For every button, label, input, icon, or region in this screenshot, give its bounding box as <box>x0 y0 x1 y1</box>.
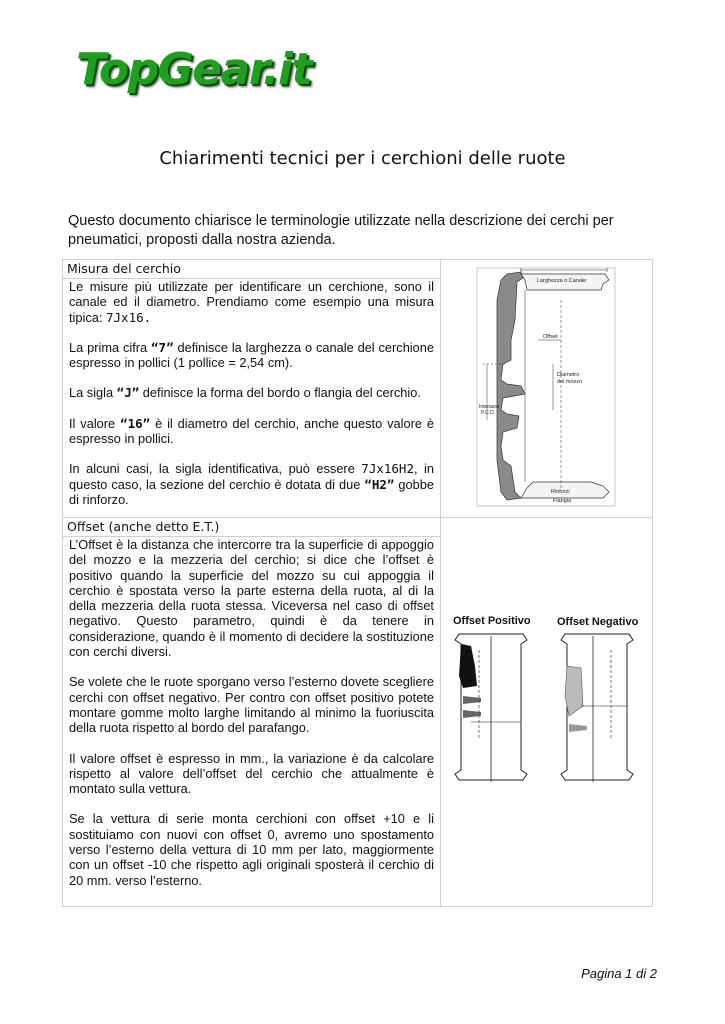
rim-diagram-cell <box>441 260 653 518</box>
paragraph: Il valore “16” è il diametro del cerchio, anche questo valore è espresso in pollici. <box>69 415 434 447</box>
section-offset <box>63 518 441 907</box>
label-bumps: Rinforzi <box>551 489 570 495</box>
document-title: Chiarimenti tecnici per i cerchioni delle ruote <box>159 148 566 169</box>
paragraph: La sigla “J” definisce la forma del bordo o flangia del cerchio. <box>69 385 421 401</box>
section-heading: Offset (anche detto E.T.) <box>63 518 440 537</box>
offset-comparison-diagram <box>441 606 652 906</box>
label-flange: Flangia <box>553 498 572 504</box>
label-pcd-1: Interasse <box>479 404 500 410</box>
section-rim-size <box>63 260 441 518</box>
table-row <box>63 518 653 907</box>
section-heading: Misura del cerchio <box>63 260 440 279</box>
page-number: Pagina 1 di 2 <box>581 966 657 981</box>
paragraph: Se la vettura di serie monta cerchioni con offset +10 e li sostituiamo con nuovi con offset 0, avremo uno spostamento verso l’esterno della vettura di 10 mm per lato, maggiormente con un offset -10 che rispetto agli originali sposterà il cerchio di 20 mm. verso l’esterno. <box>69 811 434 888</box>
section-body <box>63 279 440 509</box>
label-diameter-2: del mozzo <box>557 379 583 385</box>
label-offset-negative: Offset Negativo <box>557 616 639 628</box>
label-offset: Offset <box>543 334 558 340</box>
paragraph: Il valore offset è espresso in mm., la variazione è da calcolare rispetto al valore dell’offset del cerchio che attualmente è montato sulla vettura. <box>69 750 434 797</box>
table-row <box>63 260 653 518</box>
intro-paragraph: Questo documento chiarisce le terminologie utilizzate nella descrizione dei cerchi per pneumatici, proposti dalla nostra azienda. <box>68 213 614 248</box>
offset-diagram-cell <box>441 518 653 907</box>
info-table <box>62 259 653 907</box>
negative-offset-rim <box>561 634 633 782</box>
paragraph: Le misure più utilizzate per identificare un cerchione, sono il canale ed il diametro. Prendiamo come esempio una misura tipica: 7Jx16. <box>69 279 434 325</box>
section-body <box>63 537 440 890</box>
label-width: Larghezza o Canale <box>537 278 587 284</box>
label-pcd-2: P.C.D. <box>481 410 496 416</box>
rim-cross-section-diagram <box>441 260 652 512</box>
paragraph: La prima cifra “7” definisce la larghezza o canale del cerchione espresso in pollici (1 pollice = 2,54 cm). <box>69 339 435 371</box>
paragraph: Se volete che le ruote sporgano verso l’esterno dovete scegliere cerchi con offset negativo. Per contro con offset positivo potete montare gomme molto larghe limitando al minimo la fuoriuscita della ruota rispetto al bordo del parafango. <box>69 674 434 736</box>
paragraph: L’Offset è la distanza che intercorre tra la superficie di appoggio del mozzo e la mezzeria del cerchio; si dice che l’offset è positivo quando la superficie del mozzo su cui appoggia il cerchio è spostata verso la parte esterna della ruota, al di la della mezzeria della ruota stessa. Viceversa nel caso di offset negativo. Questo parametro, quindi è da tenere in considerazione, quando è il momento di decidere la sostituzione con cerchi diversi. <box>69 537 434 660</box>
label-offset-positive: Offset Positivo <box>453 615 531 627</box>
paragraph: In alcuni casi, la sigla identificativa, può essere 7Jx16H2, in questo caso, la sezione del cerchio è dotata di due “H2” gobbe di rinforzo. <box>69 461 435 507</box>
topgear-logo: TopGear.it <box>76 44 311 95</box>
positive-offset-rim <box>455 634 527 782</box>
label-diameter-1: Diametro <box>557 372 580 378</box>
